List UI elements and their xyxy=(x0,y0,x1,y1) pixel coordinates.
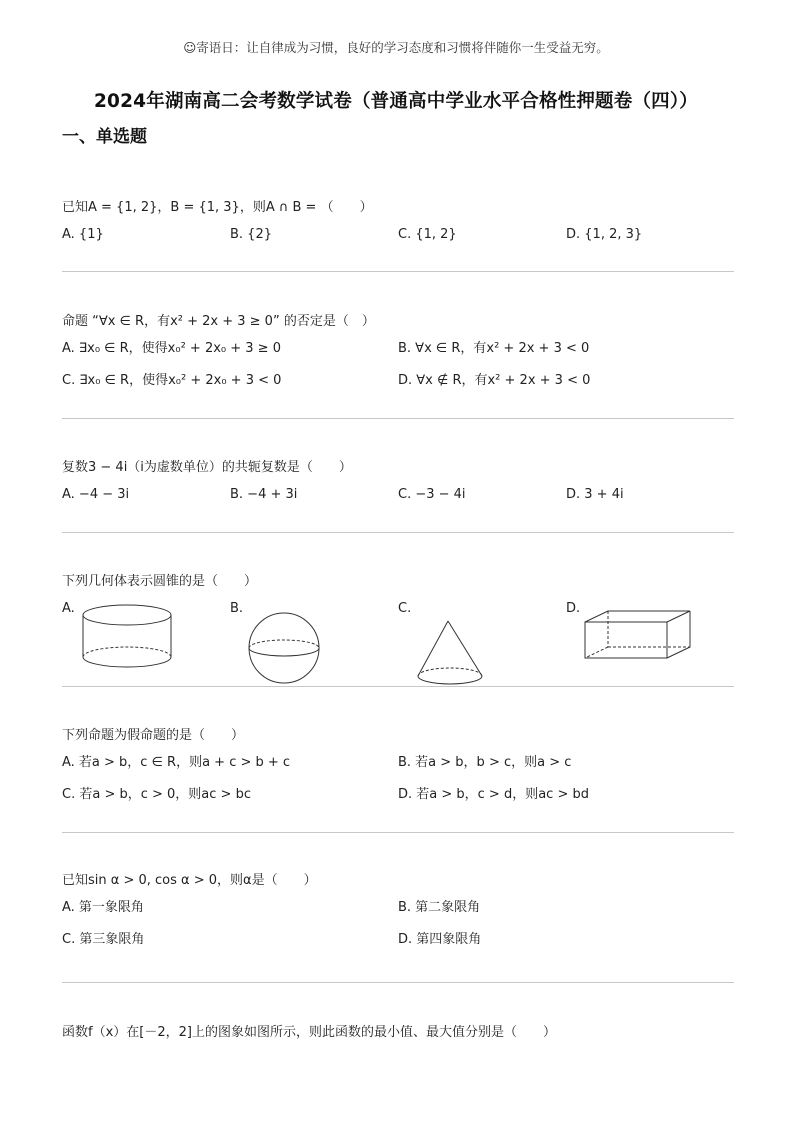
question-2 xyxy=(62,311,734,397)
question-stem: 复数3 − 4i（i为虚数单位）的共轭复数是（ ） xyxy=(62,460,352,475)
option-d[interactable]: D. xyxy=(566,601,581,616)
divider xyxy=(62,532,734,533)
option-b[interactable]: B. −4 + 3i xyxy=(230,487,298,502)
option-d[interactable]: D. 若a > b，c > d，则ac > bd xyxy=(398,787,589,802)
question-stem: 下列命题为假命题的是（ ） xyxy=(62,728,245,743)
option-b[interactable]: B. 若a > b，b > c，则a > c xyxy=(398,755,572,770)
option-d[interactable]: D. 第四象限角 xyxy=(398,932,482,947)
option-b[interactable]: B. {2} xyxy=(230,227,272,242)
option-c[interactable]: C. xyxy=(398,601,412,616)
question-5 xyxy=(62,725,734,811)
question-6 xyxy=(62,870,734,956)
option-c[interactable]: C. ∃x₀ ∈ R，使得x₀² + 2x₀ + 3 < 0 xyxy=(62,373,282,388)
divider xyxy=(62,832,734,833)
option-a[interactable]: A. 第一象限角 xyxy=(62,900,144,915)
section-title: 一、单选题 xyxy=(62,127,147,147)
exam-title: 2024年湖南高二会考数学试卷（普通高中学业水平合格性押题卷（四）） xyxy=(93,91,699,112)
divider xyxy=(62,271,734,272)
cuboid-figure[interactable] xyxy=(584,601,696,671)
divider xyxy=(62,982,734,983)
option-d[interactable]: D. 3 + 4i xyxy=(566,487,624,502)
option-b[interactable]: B. xyxy=(230,601,244,616)
divider xyxy=(62,686,734,687)
option-a[interactable]: A. −4 − 3i xyxy=(62,487,130,502)
question-1 xyxy=(62,197,734,251)
question-stem: 函数f（x）在[－2，2]上的图象如图所示，则此函数的最小值、最大值分别是（ ） xyxy=(62,1025,556,1040)
question-3 xyxy=(62,457,734,511)
option-c[interactable]: C. {1, 2} xyxy=(398,227,457,242)
option-a[interactable]: A. {1} xyxy=(62,227,104,242)
option-c[interactable]: C. 第三象限角 xyxy=(62,932,145,947)
option-d[interactable]: D. ∀x ∉ R，有x² + 2x + 3 < 0 xyxy=(398,373,591,388)
option-b[interactable]: B. ∀x ∈ R，有x² + 2x + 3 < 0 xyxy=(398,341,590,356)
divider xyxy=(62,418,734,419)
option-c[interactable]: C. −3 − 4i xyxy=(398,487,466,502)
question-stem: 已知A = {1, 2}，B = {1, 3}，则A ∩ B = （ ） xyxy=(62,200,373,215)
question-stem: 已知sin α > 0, cos α > 0，则α是（ ） xyxy=(62,873,317,888)
option-a[interactable]: A. xyxy=(62,601,75,616)
question-7 xyxy=(62,1022,734,1044)
motto: ☺寄语日：让自律成为习惯，良好的学习态度和习惯将伴随你一生受益无穷。 xyxy=(183,40,609,55)
cylinder-figure[interactable] xyxy=(82,601,182,681)
question-stem: 命题 “∀x ∈ R，有x² + 2x + 3 ≥ 0” 的否定是（ ） xyxy=(62,314,375,329)
question-4 xyxy=(62,571,734,671)
option-c[interactable]: C. 若a > b，c > 0，则ac > bc xyxy=(62,787,251,802)
option-d[interactable]: D. {1, 2, 3} xyxy=(566,227,643,242)
option-a[interactable]: A. ∃x₀ ∈ R，使得x₀² + 2x₀ + 3 ≥ 0 xyxy=(62,341,281,356)
sphere-figure[interactable] xyxy=(248,599,328,689)
option-b[interactable]: B. 第二象限角 xyxy=(398,900,481,915)
option-a[interactable]: A. 若a > b，c ∈ R，则a + c > b + c xyxy=(62,755,291,770)
cone-figure[interactable] xyxy=(416,599,496,689)
question-stem: 下列几何体表示圆锥的是（ ） xyxy=(62,574,258,589)
